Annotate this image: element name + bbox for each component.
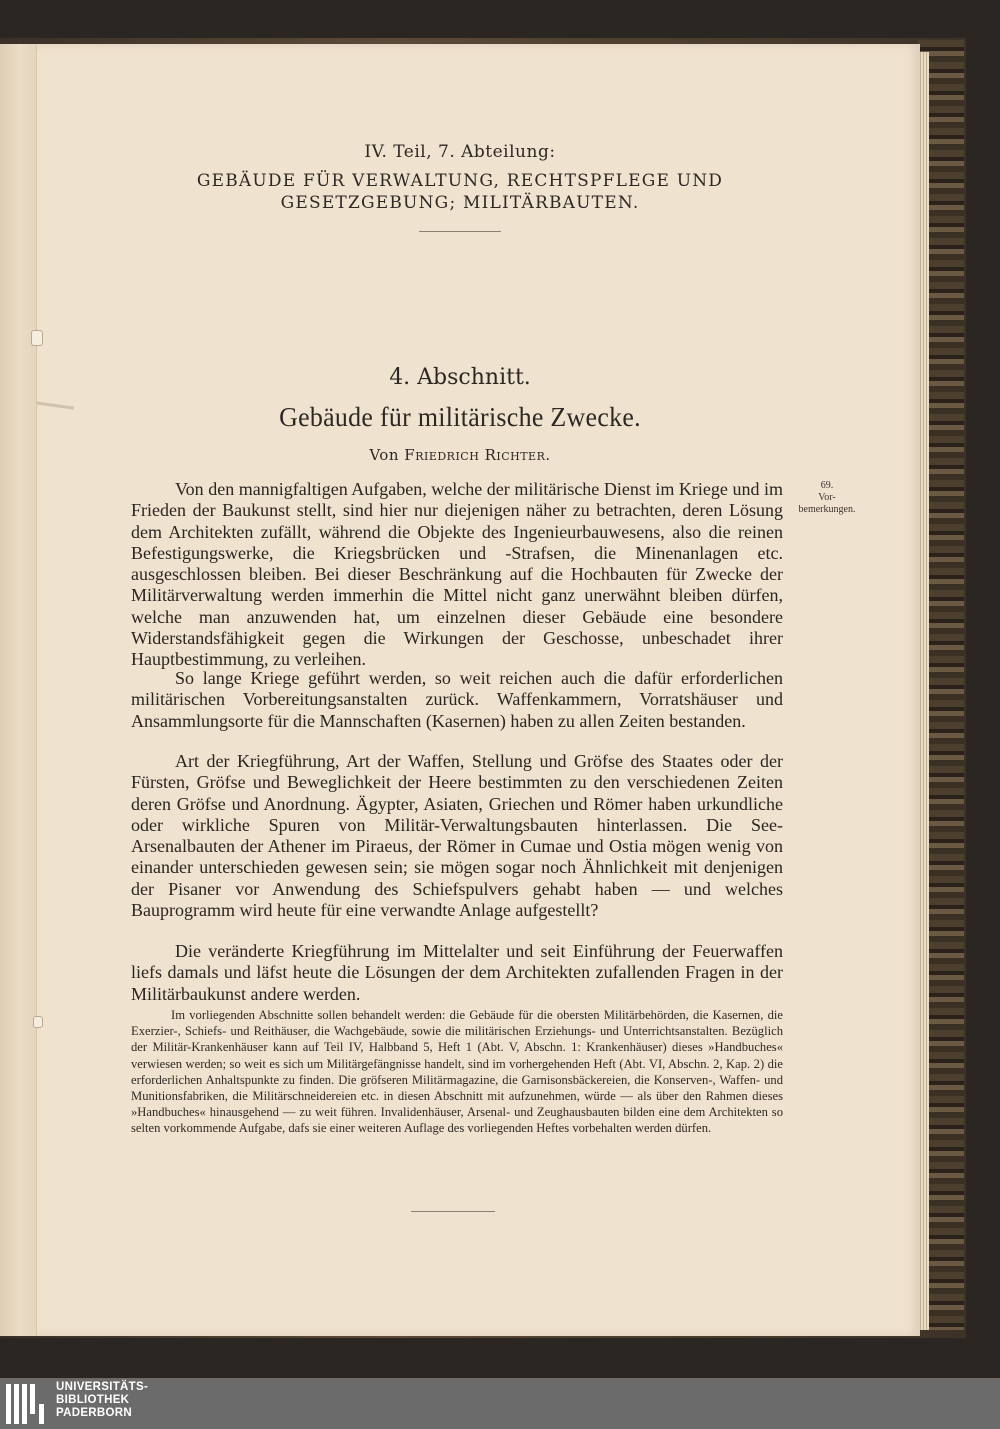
library-name-line-2: BIBLIOTHEK [56,1394,130,1406]
library-footer-bar [0,1378,1000,1429]
library-logo-icon [6,1384,46,1424]
body-paragraph-2 [131,668,783,732]
section-label: 4. Abschnitt. [389,365,531,390]
library-name-line-1: UNIVERSITÄTS- [56,1381,149,1393]
margin-note [790,480,864,516]
margin-note-line-2: bemerkungen. [798,504,856,515]
body-paragraph-3 [131,751,783,921]
header-divider [419,231,501,232]
paragraph-text: So lange Kriege geführt werden, so weit reichen auch die dafür erforderlichen militärischen Vorbereitungsanstalten zurück. Waffenkammern, Vorratshäuser und Ansammlungsorte für die Mannschaften (Kasernen) haben zu allen Zeiten bestanden. [131,668,783,731]
volume-title-line-2: GESETZGEBUNG; MILITÄRBAUTEN. [280,193,640,213]
author-line [100,446,820,464]
body-paragraph-4 [131,941,783,1005]
scope-note-paragraph [131,1007,783,1137]
library-logo-text [56,1381,148,1420]
author-name: Friedrich Richter. [404,446,551,464]
margin-note-number: 69. [820,480,834,491]
body-paragraph-1 [131,479,783,671]
binding-stitch [31,330,43,346]
footer-divider [411,1211,495,1212]
binding-stitch [33,1016,43,1028]
paragraph-text: Im vorliegenden Abschnitte sollen behandelt werden: die Gebäude für die obersten Militärbehörden, die Kasernen, die Exerzier-, Schiefs- und Reithäuser, die Wachgebäude, sowie die militärischen Erziehungs- und Unterrichtsanstalten. Bezüglich der Militär-Krankenhäuser kann auf Teil IV, Halbband 5, Heft 1 (Abt. V, Abschn. 1: Krankenhäuser) dieses »Handbuches« verwiesen werden; so weit es sich um Militärgefängnisse handelt, sind im vorhergehenden Heft (Abt. VI, Abschn. 2, Kap. 2) die erforderlichen Anhaltspunkte zu finden. Die gröfseren Militärmagazine, die Garnisonsbäckereien, die Konserven-, Waffen- und Munitionsfabriken, die Militärschneidereien etc. in diesen Abschnitt mit aufzunehmen, würde — als über den Rahmen dieses »Handbuches« hinausgehend — zu weit führen. Invalidenhäuser, Arsenal- und Zeughausbauten bilden eine dem Architekten so selten vorkommende Aufgabe, dafs sie einer weiteren Auflage des vorliegenden Heftes vorbehalten werden dürfen. [131,1008,783,1136]
part-line: IV. Teil, 7. Abteilung: [364,142,556,162]
library-name-line-3: PADERBORN [56,1407,132,1419]
chapter-heading: Gebäude für militärische Zwecke. [279,402,641,432]
paragraph-text: Art der Kriegführung, Art der Waffen, Stellung und Gröfse des Staates oder der Fürsten, Gröfse und Beweglichkeit der Heere bestimmten zu den verschiedenen Zeiten deren Gröfse und Anordnung. Ägypter, Asiaten, Griechen und Römer haben urkundliche oder wirkliche Spuren von Militär-Verwaltungsbauten hinterlassen. Die See-Arsenalbauten der Athener im Piraeus, der Römer in Cumae und Ostia mögen wenig von einander unterschieden gewesen sein; sie mögen sogar noch Ähnlichkeit mit denjenigen der Pisaner vor Anwendung des Schiefspulvers gehabt haben — und welches Bauprogramm wird heute für eine verwandte Anlage aufgestellt? [131,751,783,921]
volume-title-line-1: GEBÄUDE FÜR VERWALTUNG, RECHTSPFLEGE UND [196,171,724,191]
paragraph-text: Von den mannigfaltigen Aufgaben, welche der militärische Dienst im Kriege und im Frieden der Baukunst stellt, sind hier nur diejenigen näher zu betrachten, deren Lösung dem Architekten zufällt, während die Objekte des Ingenieurbauwesens, also die reinen Befestigungswerke, die Kriegsbrücken und -Strafsen, die Minenanlagen etc. ausgeschlossen bleiben. Bei dieser Beschränkung auf die Hochbauten für Zwecke der Militärverwaltung werden immerhin die Mittel nicht ganz unerwähnt bleiben dürfen, welche man anzuwenden hat, um einzelnen dieser Gebäude eine besondere Widerstandsfähigkeit gegen die Wirkungen der Geschosse, unbeschadet ihrer Hauptbestimmung, zu verleihen. [131,479,783,670]
margin-note-line-1: Vor- [818,492,836,503]
page-gutter [0,44,37,1336]
paragraph-text: Die veränderte Kriegführung im Mittelalter und seit Einführung der Feuerwaffen liefs damals und läfst heute die Lösungen der dem Architekten zufallenden Fragen in der Militärbaukunst andere werden. [131,941,783,1004]
author-prefix: Von [369,446,399,464]
